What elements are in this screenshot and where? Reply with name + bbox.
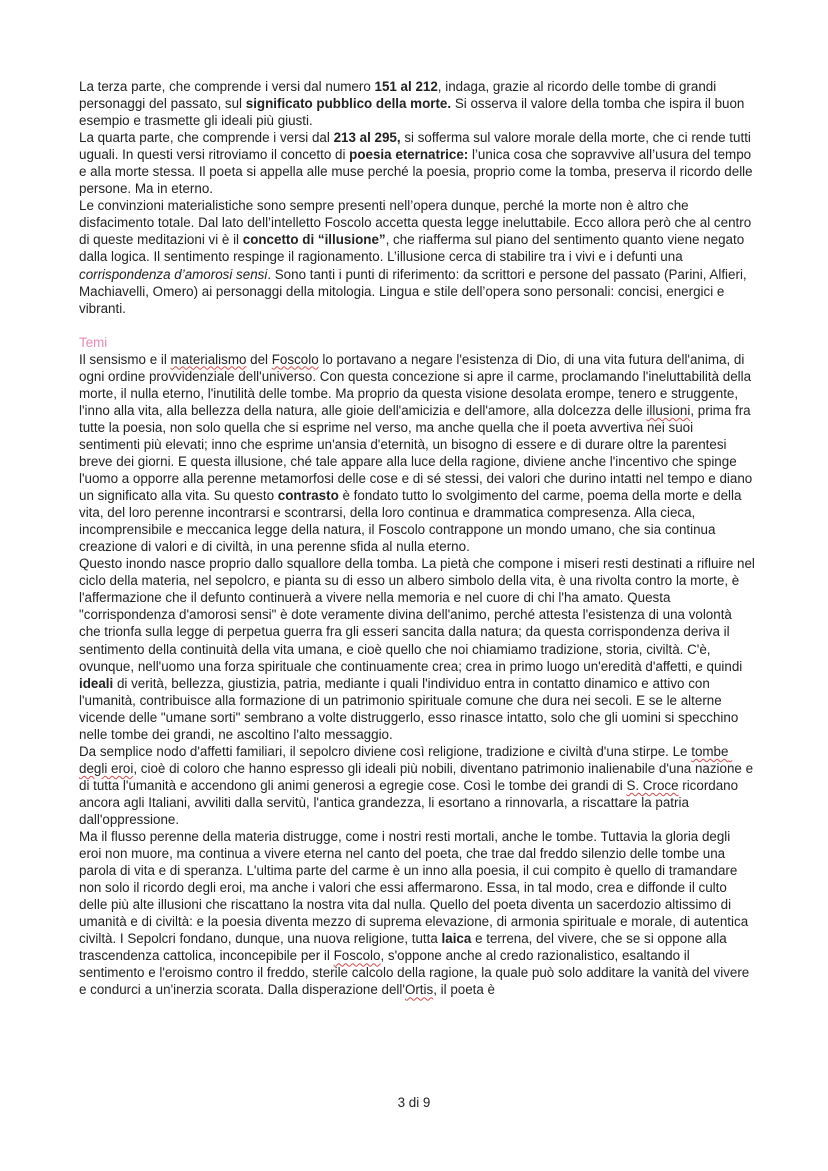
bold-text: significato pubblico della morte. xyxy=(245,96,452,112)
paragraph xyxy=(79,743,755,828)
text-run: , indaga, grazie al ricordo delle tombe di grandi personaggi del passato, sul xyxy=(79,79,720,112)
text-run: l’unica cosa che sopravvive all’usura del tempo e alla morte stessa. Il poeta si appella alle muse perché la poesia, proprio come la tomba, preserva il ricordo delle persone. Ma in eterno. xyxy=(79,147,757,197)
spellcheck-flagged-word: tombe degli eroi xyxy=(79,743,733,776)
text-run: ricordano ancora agli Italiani, avviliti dalla servitù, l'antica grandezza, li esortano a rinnovarla, a riscattare la patria dall'oppressione. xyxy=(79,777,742,827)
text-run: Le convinzioni materialistiche sono sempre presenti nell’opera dunque, perché la morte non è altro che disfacimento totale. Dal lato dell’intelletto Foscolo accetta questa legge ineluttabile. Ecco allora però che al centro di queste meditazioni vi è il xyxy=(79,198,755,248)
text-run: La terza parte, che comprende i versi dal numero xyxy=(79,79,375,94)
text-run: Da semplice nodo d'affetti familiari, il sepolcro diviene così religione, tradizione e civiltà d'una stirpe. Le xyxy=(79,743,692,759)
spellcheck-flagged-word: Foscolo xyxy=(333,948,381,964)
text-run: , cioè di coloro che hanno espresso gli ideali più nobili, diventano patrimonio inalienabile d'una nazione e di tutta l'umanità e accendono gli animi generosi a egregie cose. Così le tombe dei grandi di xyxy=(79,760,757,793)
text-run: e terrena, del vivere, che se si oppone alla trascendenza cattolica, inconcepibile per il xyxy=(79,931,731,964)
bold-text: contrasto xyxy=(277,488,339,504)
spellcheck-flagged-word: S. Croce xyxy=(626,777,679,793)
text-run: , che riafferma sul piano del sentimento quanto viene negato dalla logica. Il sentimento respinge il ragionamento. L’illusione cerca di stabilire tra i vivi e i defunti una xyxy=(79,232,748,265)
text-run: di verità, bellezza, giustizia, patria, mediante i quali l'individuo entra in contatto dinamico e attivo con l'umanità, contribuisce alla formazione di un patrimonio spirituale comune che dura nei secoli. E se le alterne vicende delle "umane sorti" sembrano a volte distruggerlo, esso rinasce intatto, solo che gli uomini si specchino nelle tombe dei grandi, ne ascoltino l'alto messaggio. xyxy=(79,675,743,742)
text-run: , s'oppone anche al credo razionalistico, esaltando il sentimento e l'eroismo contro il freddo, sterile calcolo della ragione, la quale può solo additare la vanità del vivere e condurci a un'inerzia scorata. Dalla disperazione dell' xyxy=(79,948,753,998)
page-number: 3 di 9 xyxy=(397,1095,431,1110)
paragraph xyxy=(79,555,759,743)
temi-section xyxy=(79,351,759,999)
paragraph xyxy=(79,78,755,129)
text-run: si sofferma sul valore morale della morte, che ci rende tutti uguali. In questi versi ritroviamo il concetto di xyxy=(79,130,755,163)
paragraph xyxy=(79,129,755,197)
bold-text: concetto di “illusione” xyxy=(242,232,386,248)
text-run: La quarta parte, che comprende i versi dal xyxy=(79,130,334,146)
spellcheck-flagged-word: illusioni xyxy=(646,402,691,418)
paragraph xyxy=(79,197,755,316)
italic-text: corrispondenza d’amorosi sensi xyxy=(79,266,268,282)
text-run: , il poeta è xyxy=(433,982,495,998)
text-run: , prima fra tutte la poesia, non solo quella che si esprime nel verso, ma anche quella che il poeta avvertiva nei suoi sentimenti più elevati; inno che esprime un'ansia d'eternità, un bisogno di essere e di durare oltre la parentesi breve dei giorni. E questa illusione, ché tale appare alla luce della ragione, diviene anche l'incentivo che spinge l'uomo a opporre alla perenne metamorfosi delle cose e di sé stessi, dei valori che durino intatti nel tempo e diano un significato alla vita. Su questo xyxy=(79,402,756,504)
bold-text: 213 al 295, xyxy=(333,130,401,146)
text-run: Il sensismo e il xyxy=(79,351,171,367)
text-run: Si osserva il valore della tomba che ispira il buon esempio e trasmette gli ideali più giusti. xyxy=(79,96,749,129)
bold-text: poesia eternatrice: xyxy=(349,147,469,163)
section-heading-temi: Temi xyxy=(79,334,108,350)
bold-text: laica xyxy=(441,931,472,947)
text-run: . Sono tanti i punti di riferimento: da scrittori e persone del passato (Parini, Alfieri, Machiavelli, Omero) ai personaggi della mitologia. Lingua e stile dell’opera sono personali: concisi, energici e vibranti. xyxy=(79,266,751,316)
bold-text: ideali xyxy=(79,675,114,691)
text-run: del xyxy=(246,351,272,367)
paragraph-gap xyxy=(79,317,755,334)
spellcheck-flagged-word: Ortis xyxy=(404,982,434,998)
paragraph xyxy=(79,351,755,556)
spellcheck-flagged-word: Foscolo xyxy=(271,351,319,367)
bold-text: 151 al 212 xyxy=(374,79,438,94)
text-run: lo portavano a negare l'esistenza di Dio, di una vita futura dell'anima, di ogni ordine provvidenziale dell'universo. Con questa concezione si apre il carme, proclamando l'ineluttabilità della morte, il nulla eterno, l'inutilità delle tombe. Ma proprio da questa visione desolata erompe, tenero e struggente, l'inno alla vita, alla bellezza della natura, alle gioie dell'amicizia e dell'amore, alla dolcezza delle xyxy=(79,351,755,418)
document-page xyxy=(79,78,759,998)
text-run: Questo inondo nasce proprio dallo squallore della tomba. La pietà che compone i miseri resti destinati a rifluire nel ciclo della materia, nel sepolcro, e pianta su di esso un albero simbolo della vita, è una rivolta contro la morte, è l'affermazione che il defunto continuerà a vivere nella memoria e nel cuore di chi l'ha amato. Questa "corrispondenza d'amorosi sensi" è dote veramente divina dell'animo, perché attesta l'esistenza di una volontà che trionfa sulla legge di perpetua guerra fra gli esseri sancita dalla natura; da questa corrispondenza deriva il sentimento della continuità della vita umana, e cioè quello che noi chiamiamo tradizione, storia, civiltà. C'è, ovunque, nell'uomo una forza spirituale che continuamente crea; crea in primo luogo un'eredità d'affetti, e quindi xyxy=(79,556,759,674)
intro-section xyxy=(79,78,755,317)
text-run: Ma il flusso perenne della materia distrugge, come i nostri resti mortali, anche le tombe. Tuttavia la gloria degli eroi non muore, ma continua a vivere eterna nel canto del poeta, che trae dal freddo silenzio delle tombe una parola di vita e di speranza. L'ultima parte del carme è un inno alla poesia, il cui compito è quello di tramandare non solo il ricordo degli eroi, ma anche i valori che essi affermarono. Essa, in tal modo, crea e diffonde il culto delle più alte illusioni che riscattano la nostra vita dal nulla. Quello del poeta diventa un sacerdozio altissimo di umanità e di civiltà: e la poesia diventa mezzo di suprema elevazione, di armonia spirituale e morale, di autentica civiltà. I Sepolcri fondano, dunque, una nuova religione, tutta xyxy=(79,829,752,947)
spellcheck-flagged-word: materialismo xyxy=(170,351,247,367)
text-run: è fondato tutto lo svolgimento del carme, poema della morte e della vita, del loro perenne incontrarsi e scontrarsi, della loro continua e drammatica compresenza. Alla cieca, incomprensibile e meccanica legge della natura, il Foscolo contrappone un mondo umano, che sia continua creazione di valori e di civiltà, in una perenne sfida al nulla eterno. xyxy=(79,488,746,555)
paragraph xyxy=(79,828,755,998)
